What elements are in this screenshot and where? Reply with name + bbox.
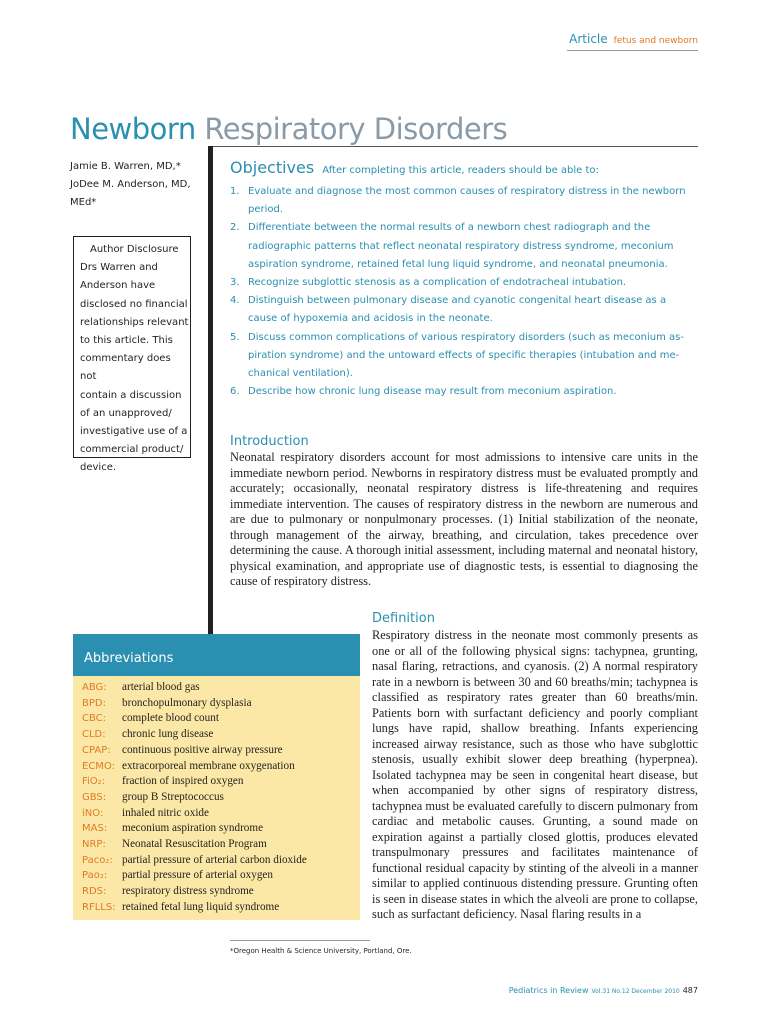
abbreviation-key: CPAP: [82,744,111,756]
title-rule [210,146,698,147]
disclosure-line: of an unapproved/ [80,407,172,419]
objective-line: chanical ventilation). [248,368,353,380]
abbreviation-value: partial pressure of arterial oxygen [122,869,273,882]
abbreviation-row [82,821,360,837]
objective-line: Distinguish between pulmonary disease and cyanotic congenital heart disease as a [248,295,667,307]
article-title [70,112,507,146]
abbreviation-key: GBS: [82,791,107,803]
objective-number: 5. [230,331,240,343]
abbreviation-value: Neonatal Resuscitation Program [122,838,267,851]
introduction-text: Neonatal respiratory disorders account for most admissions to intensive care units in the immediate newborn period. Newborns in respiratory distress must be evaluated promptly and accurately; occasionally, neonatal respiratory distress is life-threatening and requires immediate intervention. The causes of respiratory distress in the newborn are numerous and are due to pulmonary or nonpulmonary processes. (1) Initial stabilization of the neonate, through management of the airway, breathing, and circulation, takes precedence over determining the cause. A thorough initial assessment, including maternal and neonatal history, physical examination, and appropriate use of diagnostic tests, is essential to diagnosing the cause of respiratory distress. [230,450,698,588]
abbreviation-value: bronchopulmonary dysplasia [122,696,252,709]
abbreviation-value: arterial blood gas [122,681,200,693]
abbreviation-row [82,711,360,727]
article-label: Article [569,32,608,46]
objective-item [230,274,700,292]
abbreviation-value: continuous positive airway pressure [122,743,283,756]
abbreviation-value: group B Streptococcus [122,790,224,803]
abbreviation-key: MAS: [82,823,108,835]
objective-item [230,219,700,274]
objective-line: Differentiate between the normal results of a newborn chest radiograph and the [248,222,651,234]
abbreviation-key: iNO: [82,807,104,819]
article-section-tag [569,32,698,47]
disclosure-line: disclosed no financial [80,298,188,310]
journal-name: Pediatrics in Review [508,986,589,995]
abbreviation-row [82,853,360,869]
page-folio [509,978,698,997]
abbreviation-value: partial pressure of arterial carbon dioxide [122,853,307,866]
objectives-section [230,158,700,401]
definition-text: Respiratory distress in the neonate most commonly presents as one or all of the following physical signs: tachypnea, grunting, nasal flaring, retractions, and cyanosis. (2) A normal respiratory rate in a newborn is between 30 and 60 breaths/min; tachypnea is classified as respiratory rates greater than 60 breaths/min. Patients born with surfactant deficiency and poorly compliant lungs have rapid, shallow breathing. Infants experiencing increased airway resistance, such as those who have subglottic stenosis, usually exhibit slower deep breathing (hyperpnea). Isolated tachypnea may be seen in congenital heart disease, but when accompanied by other signs of respiratory distress, tachypnea must be evaluated carefully to discern pulmonary from cardiac and metabolic causes. Grunting, a sound made on expiration against a partially closed glottis, produces elevated transpulmonary pressures and facilitates maintenance of functional residual capacity by stinting of the alveoli in a manner similar to applied continuous distending pressure. Grunting often is seen in disease states in which the alveoli are prone to collapse, such as surfactant deficiency. Nasal flaring results in a [372,628,698,921]
abbreviation-key: RFLLS: [82,901,116,913]
abbreviation-row [82,727,360,743]
abbreviation-key: RDS: [82,886,107,898]
disclosure-line: Drs Warren and [80,262,158,274]
objective-number: 6. [230,386,240,398]
abbreviation-row [82,680,360,696]
disclosure-line: commercial product/ [80,444,184,456]
footnote-rule [230,940,370,941]
abbreviation-key: ECMO: [82,760,115,772]
objective-item [230,292,700,328]
definition-heading: Definition [372,611,435,626]
disclosure-line: device. [80,462,117,474]
objectives-label: Objectives [230,158,315,177]
abbreviations-title: Abbreviations [73,634,360,676]
abbreviation-key: CBC: [82,713,107,725]
header-rule [567,50,698,51]
objective-item [230,329,700,384]
objective-item [230,183,700,219]
title-word-2: Respiratory Disorders [204,112,508,146]
abbreviation-row [82,868,360,884]
abbreviation-key: CLD: [82,729,106,741]
introduction-heading: Introduction [230,434,309,449]
objectives-header [230,158,700,177]
abbreviation-value: meconium aspiration syndrome [122,822,264,835]
title-word-1: Newborn [70,112,196,146]
disclosure-line: Anderson have [80,280,156,292]
author-line: JoDee M. Anderson, MD, [70,179,191,190]
abbreviations-list [82,680,360,916]
abbreviation-row [82,806,360,822]
abbreviation-key: Paco₂: [82,854,113,866]
author-line: Jamie B. Warren, MD,* [70,161,181,172]
abbreviation-value: extracorporeal membrane oxygenation [122,759,295,772]
abbreviation-value: fraction of inspired oxygen [122,775,244,788]
objective-line: cause of hypoxemia and acidosis in the neonate. [248,313,493,325]
disclosure-line: Author Disclosure [90,244,179,255]
abbreviation-row [82,884,360,900]
abbreviation-value: chronic lung disease [122,728,214,741]
section-label: fetus and newborn [613,36,698,46]
author-disclosure-box [73,236,191,474]
disclosure-line: investigative use of a [80,426,188,438]
objective-line: period. [248,204,284,216]
column-divider-bar [208,146,213,636]
abbreviation-key: NRP: [82,839,106,851]
objective-line: piration syndrome) and the untoward effects of specific therapies (intubation and me- [248,349,680,361]
disclosure-line: contain a discussion [80,389,182,401]
objective-line: Recognize subglottic stenosis as a complication of endotracheal intubation. [248,277,627,289]
abbreviation-key: FiO₂: [82,776,106,788]
objectives-intro: After completing this article, readers should be able to: [322,165,599,176]
objective-number: 2. [230,222,240,234]
objective-line: Discuss common complications of various respiratory disorders (such as meconium as- [248,331,684,343]
objective-number: 3. [230,277,240,289]
journal-issue: Vol.31 No.12 December 2010 [591,988,680,995]
abbreviation-row [82,759,360,775]
abbreviation-row [82,743,360,759]
abbreviation-value: complete blood count [122,712,219,725]
abbreviation-key: BPD: [82,697,106,709]
objectives-list [230,183,700,401]
objective-number: 1. [230,186,240,197]
disclosure-line: relationships relevant [80,316,189,328]
abbreviation-row [82,837,360,853]
objective-line: radiographic patterns that reflect neonatal respiratory distress syndrome, meconium [248,240,674,252]
page-number: 487 [682,986,698,995]
abbreviation-key: Pao₂: [82,870,108,882]
objective-item [230,383,700,401]
objective-line: aspiration syndrome, retained fetal lung liquid syndrome, and neonatal pneumonia. [248,258,668,270]
abbreviation-value: respiratory distress syndrome [122,885,254,898]
abbreviation-row [82,696,360,712]
objective-number: 4. [230,295,240,307]
abbreviations-box [73,634,360,920]
abbreviation-value: retained fetal lung liquid syndrome [122,900,280,913]
abbreviation-key: ABG: [82,682,107,693]
disclosure-line: commentary does not [80,353,171,383]
author-list [70,158,200,212]
disclosure-line: to this article. This [80,335,173,347]
objective-line: Evaluate and diagnose the most common causes of respiratory distress in the newborn [248,186,686,197]
objective-line: Describe how chronic lung disease may result from meconium aspiration. [248,386,617,398]
abbreviation-row [82,774,360,790]
abbreviation-row [82,790,360,806]
affiliation-footnote: *Oregon Health & Science University, Portland, Ore. [230,947,412,955]
author-line: MEd* [70,197,97,208]
abbreviation-value: inhaled nitric oxide [122,806,209,819]
abbreviation-row [82,900,360,916]
